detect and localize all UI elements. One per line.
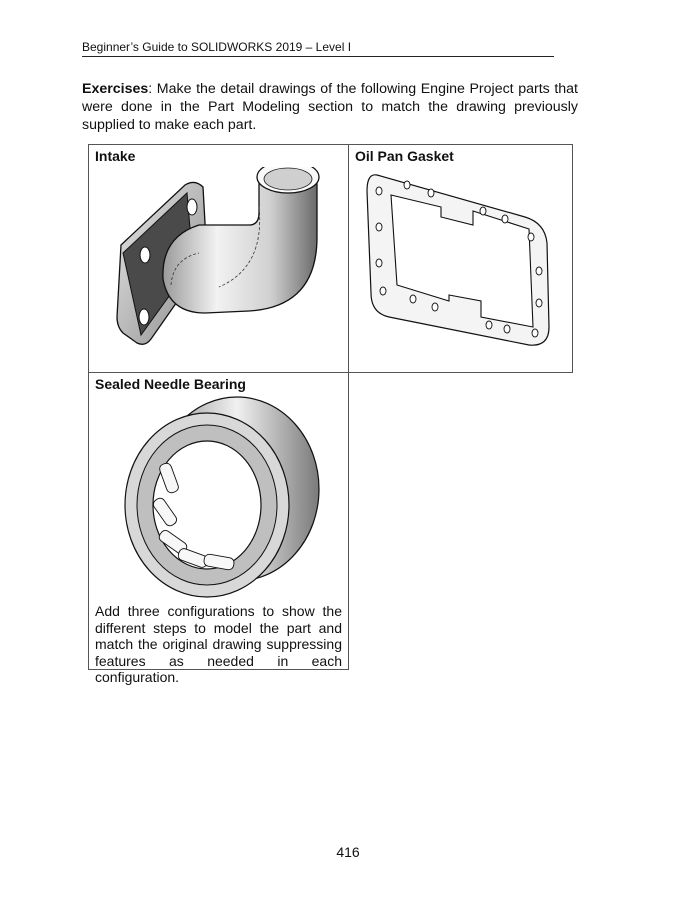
page-number: 416 xyxy=(336,844,360,860)
intro-paragraph xyxy=(82,80,578,134)
intake-illustration xyxy=(89,167,348,372)
oil-pan-gasket-illustration xyxy=(349,167,572,372)
exercises-label: Exercises xyxy=(82,81,149,97)
bearing-instruction-note: Add three configurations to show the different steps to model the part and match the original drawing suppressing features as needed in each configuration. xyxy=(95,603,342,685)
exercise-cell-sealed-needle-bearing xyxy=(88,372,349,685)
exercise-title-sealed-needle-bearing: Sealed Needle Bearing xyxy=(95,376,246,392)
exercise-cell-oil-pan-gasket xyxy=(348,144,573,373)
sealed-needle-bearing-illustration xyxy=(89,393,348,613)
intro-text: : Make the detail drawings of the following Engine Project parts that were done in the Part Modeling section to match the drawing previously supplied to make each part. xyxy=(82,81,578,133)
exercise-title-oil-pan-gasket: Oil Pan Gasket xyxy=(355,148,454,164)
exercise-cell-intake xyxy=(88,144,349,373)
running-header: Beginner’s Guide to SOLIDWORKS 2019 – Level I xyxy=(82,40,554,57)
exercise-title-intake: Intake xyxy=(95,148,136,164)
